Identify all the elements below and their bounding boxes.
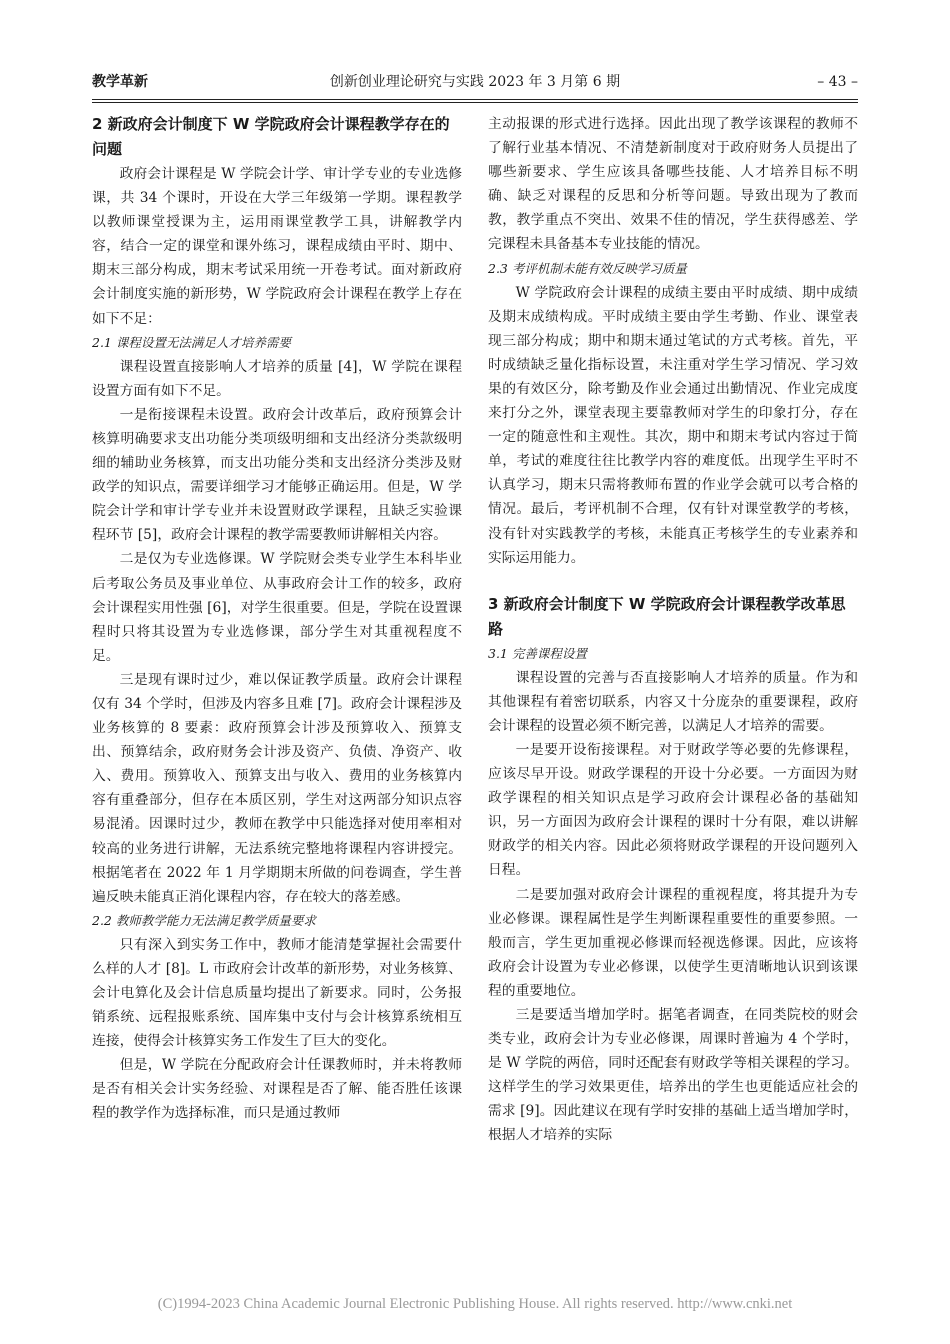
paragraph: 一是要开设衔接课程。对于财政学等必要的先修课程，应该尽早开设。财政学课程的开设十分必要。一方面因为财政学课程的相关知识点是学习政府会计课程必备的基础知识，另一方面因为政府会计课程的课时十分有限，难以讲解财政学的相关内容。因此必须将财政学课程的开设问题列入日程。 <box>488 741 858 879</box>
left-column <box>92 112 462 1126</box>
subsection-3-1-title: 3.1 完善课程设置 <box>488 645 587 661</box>
section-2-title: 2 新政府会计制度下 W 学院政府会计课程教学存在的问题 <box>92 115 450 158</box>
header-journal: 创新创业理论研究与实践 2023 年 3 月第 6 期 <box>329 74 621 90</box>
header-rule-bottom <box>92 102 858 103</box>
paragraph: 只有深入到实务工作中，教师才能清楚掌握社会需要什么样的人才 [8]。L 市政府会计改革的新形势，对业务核算、会计电算化及会计信息质量均提出了新要求。同时，公务报销系统、远程报账系统、国库集中支付与会计核算系统相互连接，使得会计核算实务工作发生了巨大的变化。 <box>92 936 462 1050</box>
section-3-title: 3 新政府会计制度下 W 学院政府会计课程教学改革思路 <box>488 594 846 638</box>
running-header <box>92 68 858 96</box>
subsection-2-2-title: 2.2 教师教学能力无法满足教学质量要求 <box>92 912 316 928</box>
subsection-2-1-title: 2.1 课程设置无法满足人才培养需要 <box>92 334 291 350</box>
header-rule-top <box>92 99 858 100</box>
paragraph: 课程设置直接影响人才培养的质量 [4]，W 学院在课程设置方面有如下不足。 <box>92 358 462 399</box>
right-column <box>488 112 858 1148</box>
paragraph: 二是要加强对政府会计课程的重视程度，将其提升为专业必修课。课程属性是学生判断课程重要性的重要参照。一般而言，学生更加重视必修课而轻视选修课。因此，应该将政府会计设置为专业必修课，以使学生更清晰地认识到该课程的重要地位。 <box>488 886 858 999</box>
paragraph: 一是衔接课程未设置。政府会计改革后，政府预算会计核算明确要求支出功能分类项级明细和支出经济分类款级明细的辅助业务核算，而支出功能分类和支出经济分类涉及财政学的知识点，需要详细学习才能够正确运用。但是，W 学院会计学和审计学专业并未设置财政学课程，且缺乏实验课程环节 [5]，政府会计课程的教学需要教师讲解相关内容。 <box>92 406 462 544</box>
header-page-number: – 43 – <box>817 74 858 90</box>
paragraph: W 学院政府会计课程的成绩主要由平时成绩、期中成绩及期末成绩构成。平时成绩主要由学生考勤、作业、课堂表现三部分构成；期中和期末通过笔试的方式考核。首先，平时成绩缺乏量化指标设置，未注重对学生学习情况、学习效果的有效区分，除考勤及作业会通过出勤情况、作业完成度来打分之外，课堂表现主要靠教师对学生的印象打分，存在一定的随意性和主观性。其次，期中和期末考试内容过于简单，考试的难度往往比教学内容的难度低。出现学生平时不认真学习，期末只需将教师布置的作业学会就可以考合格的情况。最后，考评机制不合理，仅有针对课堂教学的考核，没有针对实践教学的考核，未能真正考核学生的专业素养和实际运用能力。 <box>488 284 858 566</box>
subsection-2-3-title: 2.3 考评机制未能有效反映学习质量 <box>488 260 687 276</box>
paragraph: 二是仅为专业选修课。W 学院财会类专业学生本科毕业后考取公务员及事业单位、从事政府会计工作的较多，政府会计课程实用性强 [6]，对学生很重要。但是，学院在设置课程时只将其设置为专业选修课，部分学生对其重视程度不足。 <box>92 551 462 664</box>
paragraph: 三是现有课时过少，难以保证教学质量。政府会计课程仅有 34 个学时，但涉及内容多且难 [7]。政府会计课程涉及业务核算的 8 要素：政府预算会计涉及预算收入、预算支出、预算结余，政府财务会计涉及资产、负债、净资产、收入、费用。预算收入、预算支出与收入、费用的业务核算内容有重叠部分，但存在本质区别，学生对这两部分知识点容易混淆。因课时过少，教师在教学中只能选择对使用率相对较高的业务进行讲解，无法系统完整地将课程内容讲授完。根据笔者在 2022 年 1 月学期期末所做的问卷调查，学生普遍反映未能真正消化课程内容，存在较大的落差感。 <box>92 671 462 905</box>
paragraph: 政府会计课程是 W 学院会计学、审计学专业的专业选修课，共 34 个课时，开设在大学三年级第一学期。课程教学以教师课堂授课为主，运用雨课堂教学工具，讲解教学内容，结合一定的课堂和课外练习，课程成绩由平时、期中、期末三部分构成，期末考试采用统一开卷考试。面对新政府会计制度实施的新形势，W 学院政府会计课程在教学上存在如下不足： <box>92 166 462 327</box>
paragraph-continued: 主动报课的形式进行选择。因此出现了教学该课程的教师不了解行业基本情况、不清楚新制度对于政府财务人员提出了哪些新要求、学生应该具备哪些技能、人才培养目标不明确、缺乏对课程的反思和分析等问题。导致出现为了教而教，教学重点不突出、效果不佳的情况，学生获得感差、学完课程未具备基本专业技能的情况。 <box>488 116 858 253</box>
paragraph: 课程设置的完善与否直接影响人才培养的质量。作为和其他课程有着密切联系，内容又十分庞杂的重要课程，政府会计课程的设置必须不断完善，以满足人才培养的需要。 <box>488 669 858 734</box>
paragraph: 但是，W 学院在分配政府会计任课教师时，并未将教师是否有相关会计实务经验、对课程是否了解、能否胜任该课程的教学作为选择标准，而只是通过教师 <box>92 1057 462 1122</box>
header-section: 教学革新 <box>92 74 148 90</box>
section-spacer <box>488 570 858 592</box>
copyright-footer: (C)1994-2023 China Academic Journal Electronic Publishing House. All rights reserved. http://www.cnki.net <box>157 1296 793 1312</box>
paragraph: 三是要适当增加学时。据笔者调查，在同类院校的财会类专业，政府会计为专业必修课，周课时普遍为 4 个学时，是 W 学院的两倍，同时还配套有财政学等相关课程的学习。这样学生的学习效果更佳，培养出的学生也更能适应社会的需求 [9]。因此建议在现有学时安排的基础上适当增加学时，根据人才培养的实际 <box>488 1007 858 1144</box>
